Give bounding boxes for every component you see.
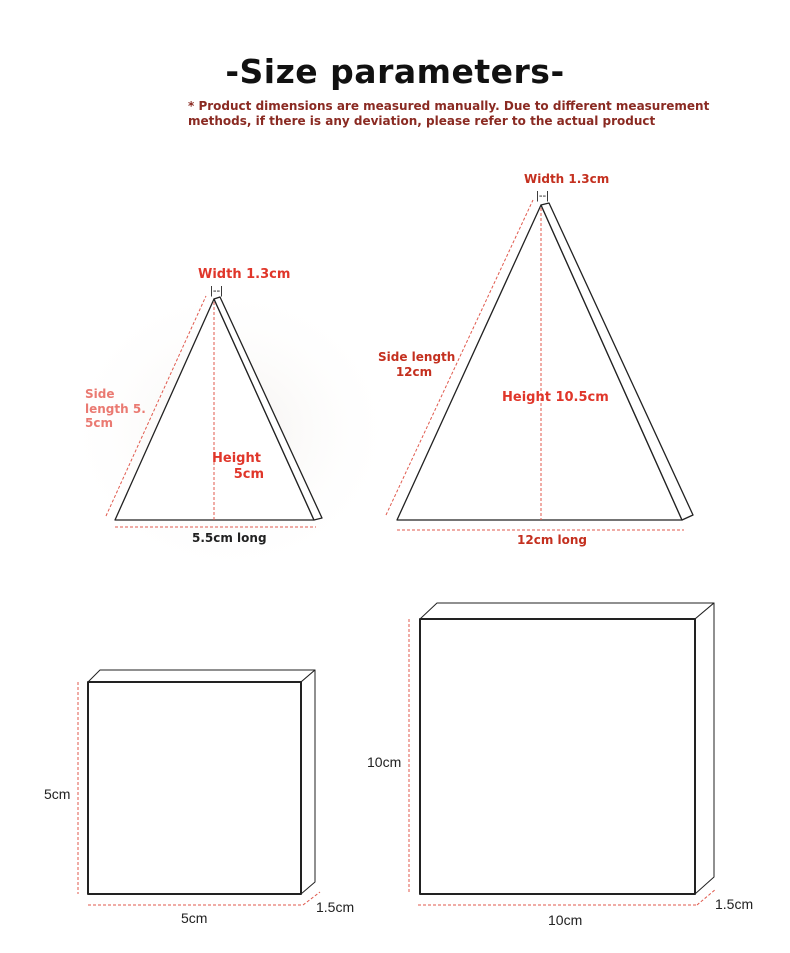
large-triangle-side-label — [378, 350, 456, 379]
large-triangle-length-label: 12cm long — [517, 533, 587, 547]
small-square-height-label: 5cm — [44, 786, 71, 802]
page-title: -Size parameters- — [225, 52, 565, 91]
large-square-top — [420, 603, 714, 619]
small-square-side — [301, 670, 315, 894]
small-triangle-side-label-line-3: 5cm — [85, 416, 113, 430]
note-line-2: methods, if there is any deviation, please refer to the actual product — [188, 113, 656, 128]
large-square-side — [695, 603, 714, 894]
large-square-width-label: 10cm — [548, 912, 583, 928]
small-triangle-length-label: 5.5cm long — [192, 531, 267, 545]
large-triangle-height-label: Height 10.5cm — [502, 390, 609, 405]
small-triangle-side-label-line-1: Side — [85, 387, 115, 401]
small-square-top — [88, 670, 315, 682]
large-square-face — [420, 619, 695, 894]
small-triangle-width-label: Width 1.3cm — [198, 267, 291, 282]
large-square-height-label: 10cm — [367, 754, 402, 770]
large-triangle-side-label-line-2: 12cm — [395, 364, 433, 379]
large-square — [420, 603, 714, 894]
small-square-width-label: 5cm — [181, 910, 208, 926]
small-triangle-side-label-line-2: length 5. — [85, 401, 146, 416]
large-triangle-width-marker: |--| — [536, 190, 550, 202]
small-triangle-width-marker: |--| — [210, 285, 224, 297]
small-triangle-height-label — [212, 451, 264, 482]
note-line-1: * Product dimensions are measured manually. Due to different measurement — [188, 99, 710, 113]
small-triangle-height-label-line-1: Height — [212, 451, 261, 466]
large-square-depth-label: 1.5cm — [715, 896, 754, 912]
small-triangle-side-label — [85, 387, 146, 431]
small-square-depth-label: 1.5cm — [316, 899, 355, 915]
small-square — [88, 670, 315, 894]
large-triangle-width-label: Width 1.3cm — [524, 172, 610, 186]
large-triangle-side-label-line-1: Side length — [378, 350, 456, 364]
small-square-face — [88, 682, 301, 894]
large-square-depth-line — [697, 889, 716, 905]
small-triangle-height-label-line-2: 5cm — [233, 466, 264, 482]
